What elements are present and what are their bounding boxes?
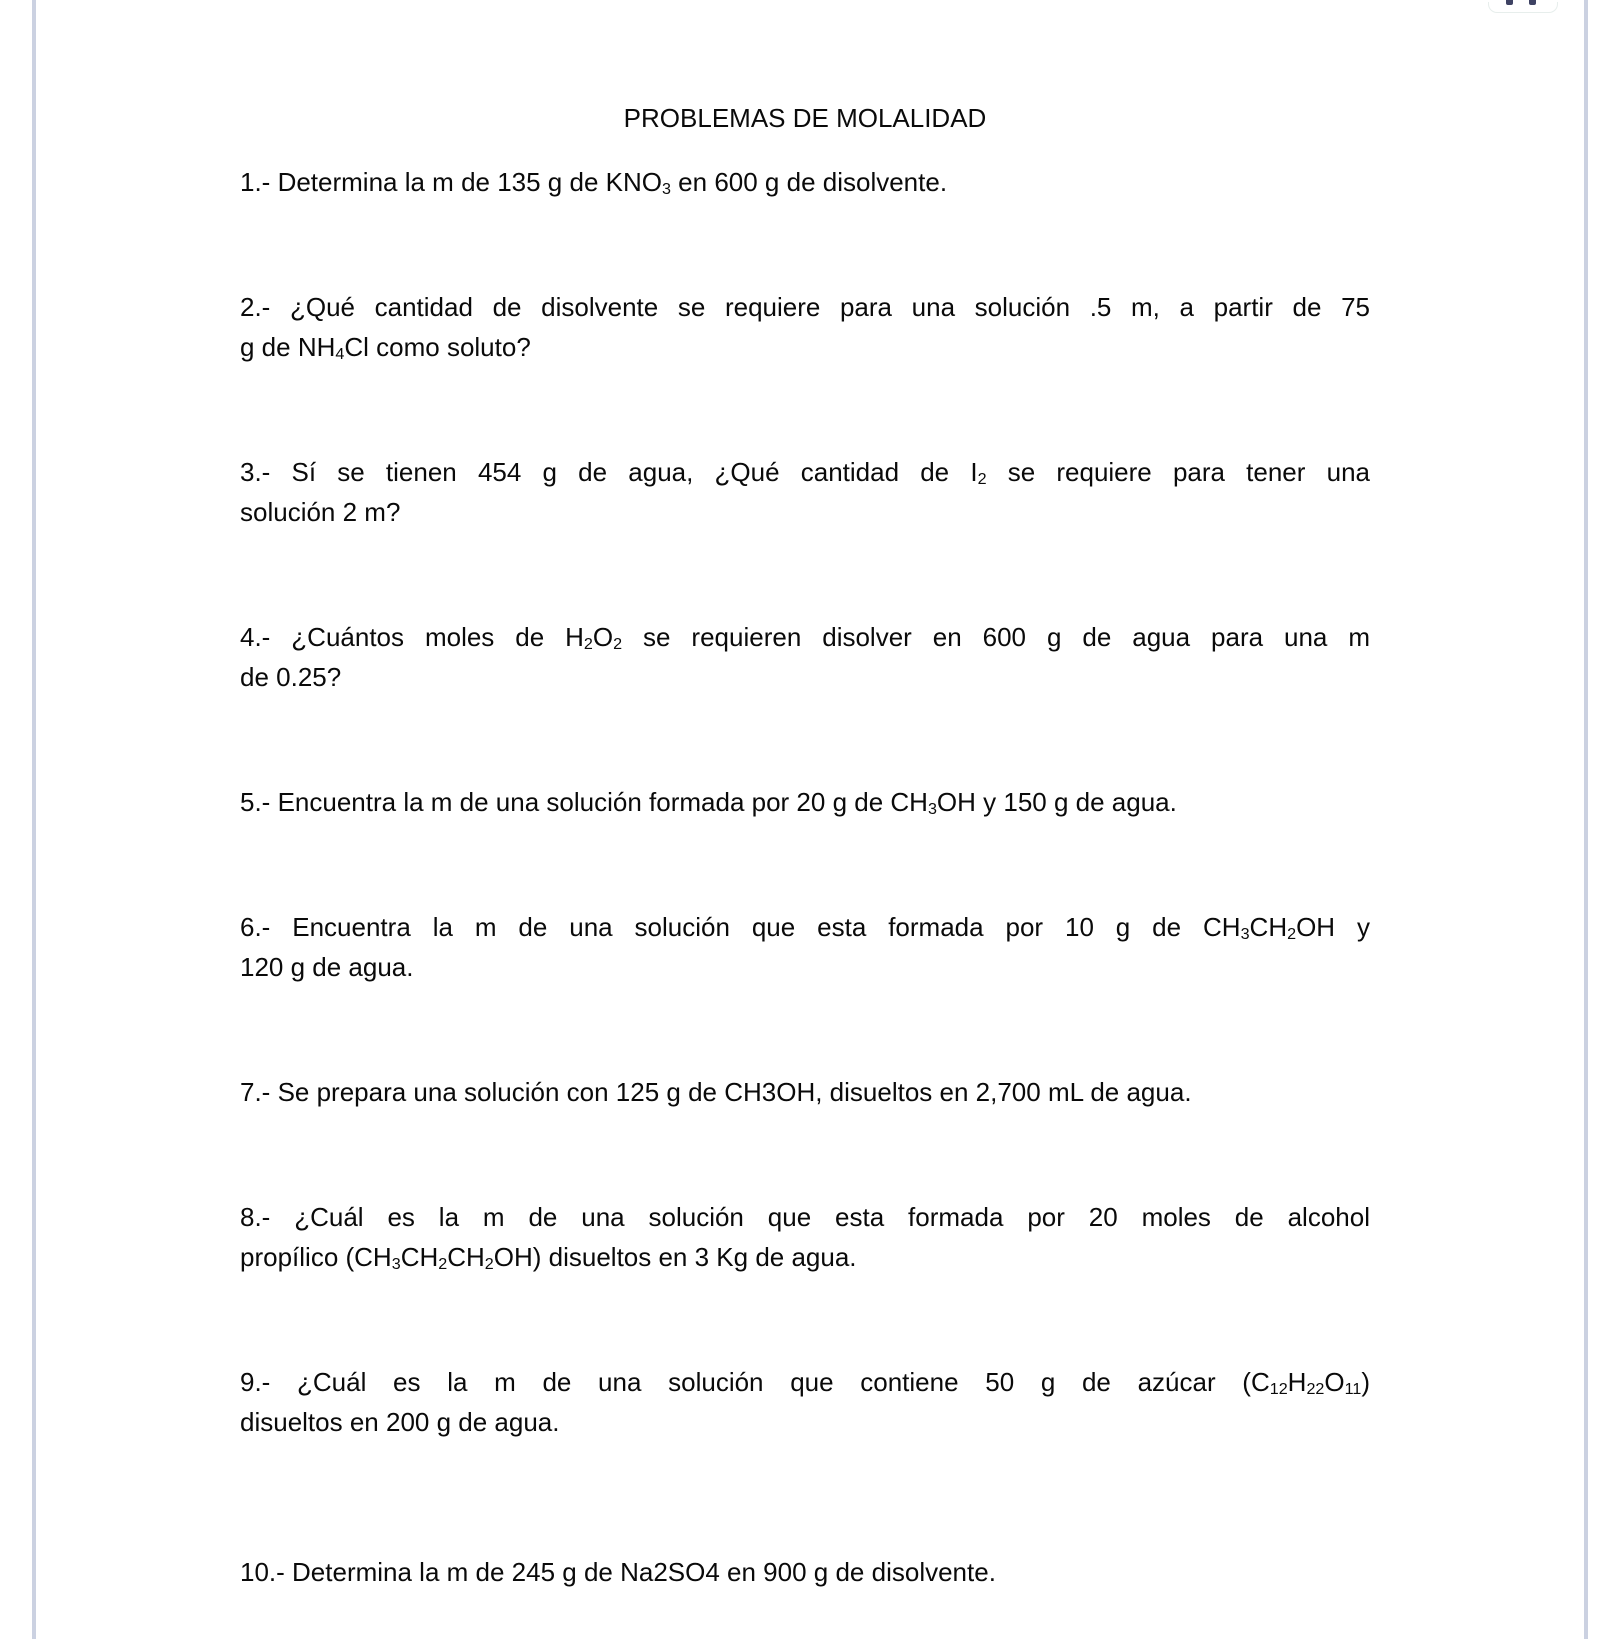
problem-paragraph-4 bbox=[240, 617, 1370, 697]
problem-paragraph-9 bbox=[240, 1362, 1370, 1442]
document-page bbox=[240, 0, 1370, 1592]
problem-paragraph-7 bbox=[240, 1072, 1370, 1112]
problem-paragraph-10 bbox=[240, 1552, 1370, 1592]
problem-7-line-1: 7.- Se prepara una solución con 125 g de CH3OH, disueltos en 2,700 mL de agua. bbox=[240, 1077, 1192, 1107]
problem-2-line-2: g de $NH_4Cl$ como soluto? bbox=[240, 332, 531, 363]
problem-paragraph-2 bbox=[240, 287, 1370, 367]
clipped-ui-artifact bbox=[1488, 2, 1558, 13]
problem-3-line-2: solución 2 m? bbox=[240, 497, 401, 527]
problem-6-line-2: 120 g de agua. bbox=[240, 952, 414, 982]
problem-4-line-2: de 0.25? bbox=[240, 662, 342, 692]
problem-8-line-2: propílico $(CH_3CH_2CH_2OH)$ disueltos en 3 Kg de agua. bbox=[240, 1242, 857, 1273]
clipped-ui-artifact-dot bbox=[1506, 0, 1513, 5]
problem-10-line-1: 10.- Determina la m de 245 g de Na2SO4 en 900 g de disolvente. bbox=[240, 1557, 996, 1587]
clipped-ui-artifact-dot bbox=[1529, 0, 1536, 5]
problem-8-line-1: 8.- ¿Cuál es la m de una solución que esta formada por 20 moles de alcohol bbox=[240, 1202, 1370, 1232]
problem-6-line-1: 6.- Encuentra la m de una solución que esta formada por 10 g de $CH_3CH_2OH$ y bbox=[240, 912, 1370, 943]
problem-paragraph-8 bbox=[240, 1197, 1370, 1277]
problem-9-line-2: disueltos en 200 g de agua. bbox=[240, 1407, 560, 1437]
problem-paragraph-5 bbox=[240, 782, 1370, 822]
page-right-edge-rule bbox=[1584, 0, 1588, 1639]
document-title: PROBLEMAS DE MOLALIDAD bbox=[623, 103, 987, 133]
problem-5-line-1: 5.- Encuentra la m de una solución formada por 20 g de $CH_3OH$ y 150 g de agua. bbox=[240, 787, 1177, 818]
problem-1-line-1: 1.- Determina la m de 135 g de $KNO_3$ en 600 g de disolvente. bbox=[240, 167, 948, 198]
problem-paragraph-1 bbox=[240, 162, 1370, 202]
problem-paragraph-3 bbox=[240, 452, 1370, 532]
problem-2-line-1: 2.- ¿Qué cantidad de disolvente se requiere para una solución .5 m, a partir de 75 bbox=[240, 292, 1370, 322]
document-body bbox=[240, 162, 1370, 1592]
problem-3-line-1: 3.- Sí se tienen 454 g de agua, ¿Qué cantidad de $I_2$ se requiere para tener una bbox=[240, 457, 1370, 488]
problem-4-line-1: 4.- ¿Cuántos moles de $H_2O_2$ se requieren disolver en 600 g de agua para una m bbox=[240, 622, 1370, 653]
page-left-edge-rule bbox=[32, 0, 36, 1639]
problem-9-line-1: 9.- ¿Cuál es la m de una solución que contiene 50 g de azúcar $(C_{12}H_{22}O_{11})$ bbox=[240, 1367, 1370, 1398]
problem-paragraph-6 bbox=[240, 907, 1370, 987]
